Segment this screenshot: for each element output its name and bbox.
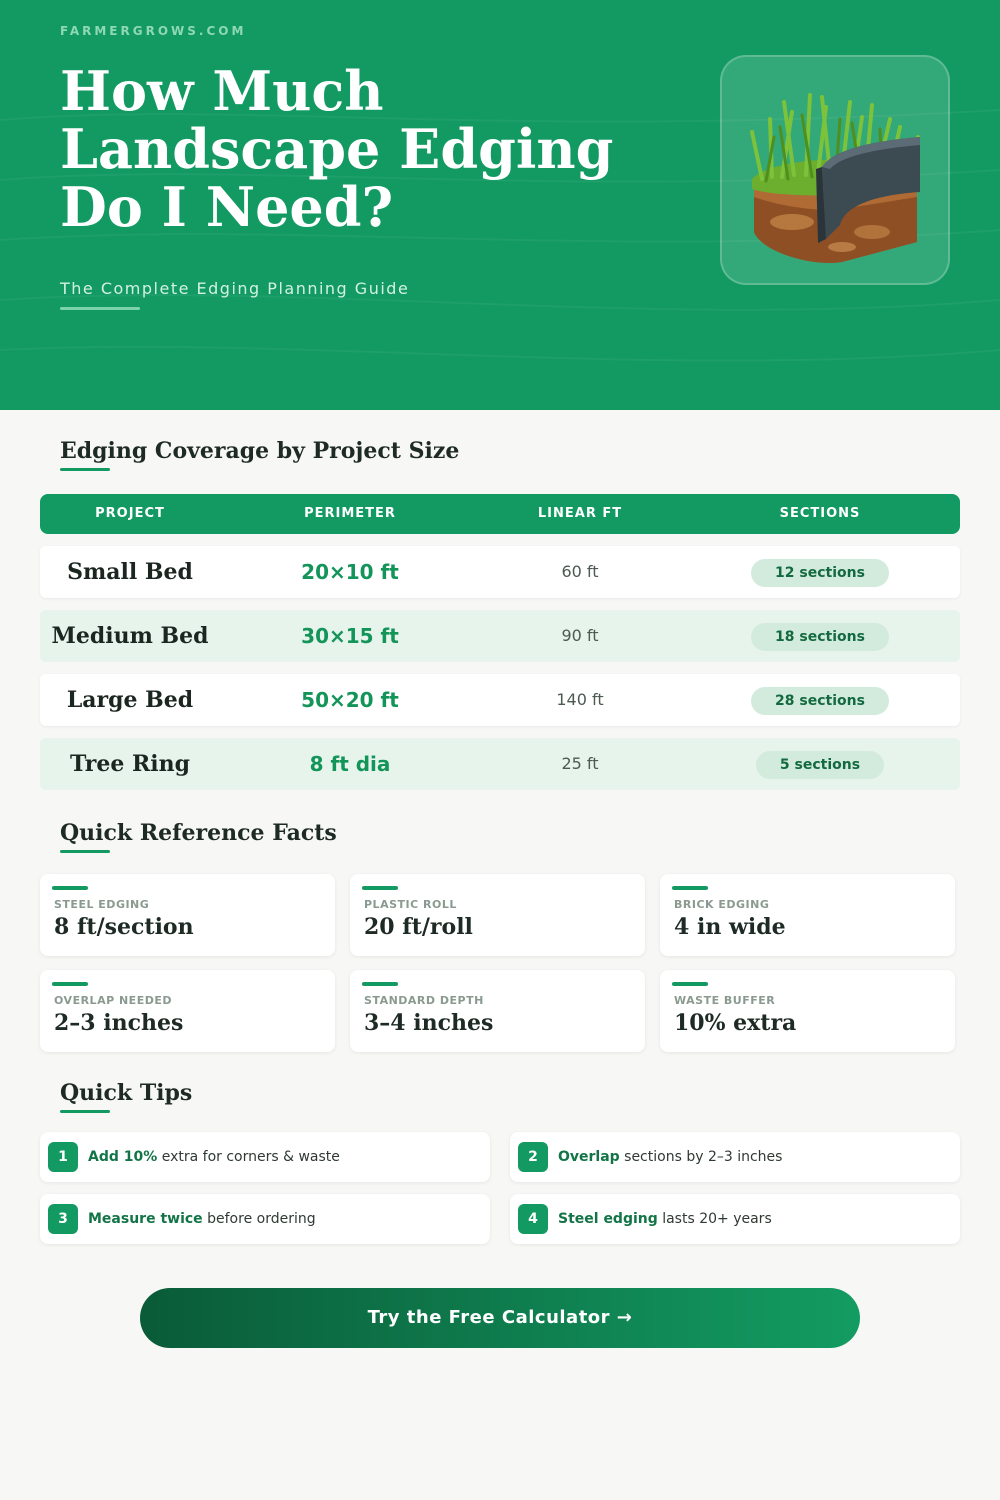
sections-cell	[740, 738, 900, 790]
fact-accent-bar	[52, 886, 88, 890]
fact-label: STEEL EDGING	[54, 898, 150, 911]
fact-value: 2–3 inches	[54, 1010, 184, 1036]
facts-heading: Quick Reference Facts	[60, 820, 337, 846]
fact-label: WASTE BUFFER	[674, 994, 776, 1007]
linear-ft-value: 60 ft	[561, 562, 599, 581]
column-header-linear-ft: LINEAR FT	[537, 506, 623, 521]
fact-value: 4 in wide	[674, 914, 786, 940]
table-row	[40, 610, 960, 662]
table-row	[40, 674, 960, 726]
fact-label: BRICK EDGING	[674, 898, 770, 911]
tip-detail: extra for corners & waste	[157, 1149, 340, 1165]
tip-text	[88, 1132, 340, 1182]
facts-heading-underline	[60, 850, 110, 853]
linear-ft-value: 90 ft	[561, 626, 599, 645]
project-name: Small Bed	[67, 559, 193, 585]
illustration-card	[720, 55, 950, 285]
free-calculator-button[interactable]: Try the Free Calculator →	[140, 1288, 860, 1348]
fact-label: STANDARD DEPTH	[364, 994, 484, 1007]
fact-card	[40, 970, 335, 1052]
tip-text	[558, 1132, 782, 1182]
sections-cell	[740, 546, 900, 598]
table-row	[40, 546, 960, 598]
hero-banner	[0, 0, 1000, 410]
tips-heading: Quick Tips	[60, 1080, 193, 1106]
fact-label: OVERLAP NEEDED	[54, 994, 172, 1007]
tip-card	[510, 1132, 960, 1182]
tip-number-badge: 2	[518, 1142, 548, 1172]
page-title: How Much Landscape Edging Do I Need?	[60, 59, 614, 239]
column-header-sections: SECTIONS	[779, 506, 861, 521]
fact-card	[350, 874, 645, 956]
tip-detail: before ordering	[202, 1211, 316, 1227]
fact-value: 3–4 inches	[364, 1010, 494, 1036]
tip-emphasis: Measure twice	[88, 1211, 203, 1227]
perimeter-value: 30×15 ft	[301, 624, 399, 648]
tip-emphasis: Add 10%	[88, 1149, 158, 1165]
perimeter-value: 8 ft dia	[309, 752, 391, 776]
fact-value: 10% extra	[674, 1010, 797, 1036]
perimeter-value: 20×10 ft	[301, 560, 399, 584]
tip-text	[558, 1194, 772, 1244]
fact-accent-bar	[672, 886, 708, 890]
tip-card	[510, 1194, 960, 1244]
fact-value: 8 ft/section	[54, 914, 194, 940]
project-name: Medium Bed	[51, 623, 209, 649]
fact-accent-bar	[362, 886, 398, 890]
linear-ft-value: 25 ft	[561, 754, 599, 773]
page-subtitle: The Complete Edging Planning Guide	[60, 279, 410, 298]
tip-text	[88, 1194, 316, 1244]
tip-number-badge: 1	[48, 1142, 78, 1172]
fact-value: 20 ft/roll	[364, 914, 473, 940]
coverage-heading: Edging Coverage by Project Size	[60, 438, 460, 464]
fact-accent-bar	[672, 982, 708, 986]
coverage-table-header	[40, 494, 960, 534]
column-header-perimeter: PERIMETER	[304, 506, 396, 521]
fact-accent-bar	[362, 982, 398, 986]
site-name: FARMERGROWS.COM	[60, 24, 247, 38]
tip-detail: lasts 20+ years	[657, 1211, 772, 1227]
tips-heading-underline	[60, 1110, 110, 1113]
sections-badge: 18 sections	[751, 623, 889, 651]
fact-card	[40, 874, 335, 956]
fact-accent-bar	[52, 982, 88, 986]
table-row	[40, 738, 960, 790]
subtitle-underline	[60, 307, 140, 310]
sections-cell	[740, 674, 900, 726]
sections-badge: 28 sections	[751, 687, 889, 715]
linear-ft-value: 140 ft	[556, 690, 604, 709]
coverage-heading-underline	[60, 468, 110, 471]
sections-badge: 12 sections	[751, 559, 889, 587]
column-header-project: PROJECT	[95, 506, 165, 521]
fact-card	[660, 970, 955, 1052]
tip-card	[40, 1132, 490, 1182]
project-name: Large Bed	[66, 687, 194, 713]
perimeter-value: 50×20 ft	[301, 688, 399, 712]
fact-card	[350, 970, 645, 1052]
tip-emphasis: Overlap	[558, 1149, 620, 1165]
garden-edging-illustration-icon	[722, 57, 952, 287]
tip-number-badge: 4	[518, 1204, 548, 1234]
project-name: Tree Ring	[69, 751, 191, 777]
fact-card	[660, 874, 955, 956]
tip-number-badge: 3	[48, 1204, 78, 1234]
tip-card	[40, 1194, 490, 1244]
fact-label: PLASTIC ROLL	[364, 898, 457, 911]
sections-badge: 5 sections	[756, 751, 884, 779]
sections-cell	[740, 610, 900, 662]
tip-detail: sections by 2–3 inches	[619, 1149, 783, 1165]
tip-emphasis: Steel edging	[558, 1211, 658, 1227]
